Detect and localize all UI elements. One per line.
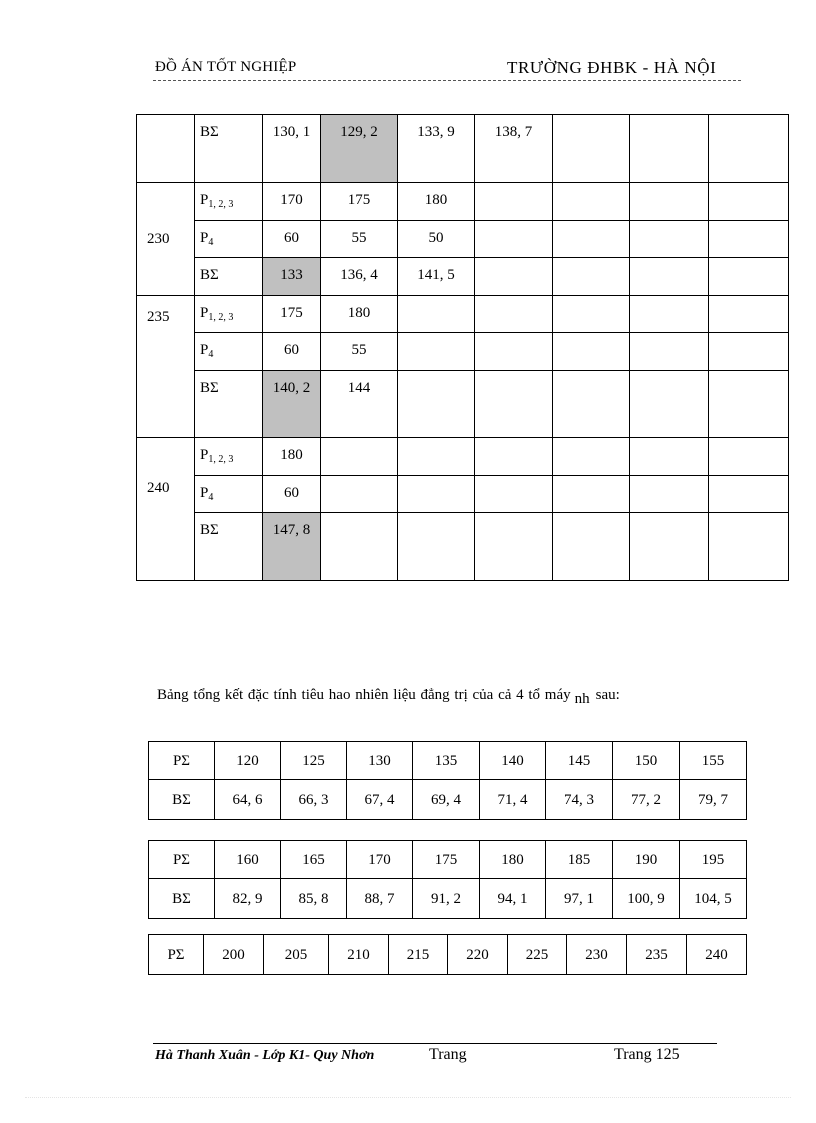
row-label-b-sigma: BΣ: [195, 371, 263, 438]
table-cell: 170: [347, 841, 413, 879]
table-cell: 200: [204, 935, 264, 975]
table-cell: 205: [264, 935, 329, 975]
table-cell: [398, 296, 475, 333]
table-cell: 230: [567, 935, 627, 975]
table-row: [149, 742, 747, 780]
table-cell: [137, 115, 195, 183]
highlighted-cell: 133: [263, 258, 321, 296]
table-cell: 120: [215, 742, 281, 780]
table-cell: 67, 4: [347, 780, 413, 820]
table-cell: [630, 258, 709, 296]
table-cell: [475, 258, 553, 296]
table-cell: [709, 371, 789, 438]
table-cell: 50: [398, 221, 475, 258]
table-cell: 125: [281, 742, 347, 780]
table-cell: [709, 221, 789, 258]
table-row: [149, 780, 747, 820]
table-cell: 97, 1: [546, 879, 613, 919]
table-cell: 60: [263, 221, 321, 258]
table-cell: 170: [263, 183, 321, 221]
highlighted-cell: 129, 2: [321, 115, 398, 183]
table-cell: [398, 513, 475, 581]
row-label-p-sigma: PΣ: [149, 742, 215, 780]
table-cell: 155: [680, 742, 747, 780]
table-cell: [630, 296, 709, 333]
table-cell: [553, 183, 630, 221]
table-cell: 55: [321, 221, 398, 258]
row-label-b-sigma: BΣ: [195, 115, 263, 183]
table-cell: 69, 4: [413, 780, 480, 820]
table-cell: [475, 371, 553, 438]
table-cell: [630, 221, 709, 258]
footer-trang-label: Trang: [429, 1046, 467, 1063]
header-left-title: ĐỒ ÁN TỐT NGHIỆP: [155, 59, 297, 75]
table-cell: [321, 476, 398, 513]
table-cell: 136, 4: [321, 258, 398, 296]
table-cell: 180: [321, 296, 398, 333]
table-cell: 88, 7: [347, 879, 413, 919]
table-cell: 138, 7: [475, 115, 553, 183]
row-label-p123: $P_{1, 2, 3}$: [195, 183, 263, 221]
table-cell: 175: [413, 841, 480, 879]
table-cell: [553, 438, 630, 476]
table-cell: [630, 513, 709, 581]
table-cell: 135: [413, 742, 480, 780]
row-label-p-sigma: PΣ: [149, 841, 215, 879]
summary-table-1: [148, 741, 747, 820]
table-cell: [475, 221, 553, 258]
summary-table-2: [148, 840, 747, 919]
table-cell: [553, 513, 630, 581]
footer-divider: [153, 1043, 717, 1044]
table-row: [137, 476, 789, 513]
table-cell: 55: [321, 333, 398, 371]
table-cell: 190: [613, 841, 680, 879]
row-label-b-sigma: BΣ: [195, 513, 263, 581]
table-cell: [630, 438, 709, 476]
table-cell: [475, 438, 553, 476]
row-label-p123: $P_{1, 2, 3}$: [195, 438, 263, 476]
summary-caption: Bảng tổng kết đặc tính tiêu hao nhiên liệu đẳng trị của cả 4 tổ máy nh sau:: [157, 687, 620, 707]
table-cell: [709, 115, 789, 183]
table-cell: 210: [329, 935, 389, 975]
table-cell: 165: [281, 841, 347, 879]
row-label-p4: $P_4$: [195, 476, 263, 513]
table-cell: [630, 183, 709, 221]
table-row: [137, 296, 789, 333]
table-cell: 240: [687, 935, 747, 975]
group-power-label: 235: [137, 296, 195, 438]
row-label-p4: $P_4$: [195, 333, 263, 371]
header-divider: [153, 80, 741, 81]
group-power-label: 230: [137, 183, 195, 296]
footer-page-number: Trang 125: [614, 1046, 680, 1063]
table-cell: 185: [546, 841, 613, 879]
table-cell: [709, 296, 789, 333]
table-cell: [630, 371, 709, 438]
table-row: [149, 841, 747, 879]
table-cell: 130, 1: [263, 115, 321, 183]
group-power-label: 240: [137, 438, 195, 581]
highlighted-cell: 140, 2: [263, 371, 321, 438]
row-label-b-sigma: BΣ: [149, 780, 215, 820]
row-label-p4: $P_4$: [195, 221, 263, 258]
table-cell: [398, 333, 475, 371]
row-label-b-sigma: BΣ: [195, 258, 263, 296]
table-cell: 130: [347, 742, 413, 780]
table-cell: [630, 476, 709, 513]
table-cell: 74, 3: [546, 780, 613, 820]
table-cell: [553, 221, 630, 258]
row-label-p-sigma: PΣ: [149, 935, 204, 975]
header-right-title: TRƯỜNG ĐHBK - HÀ NỘI: [507, 58, 717, 77]
row-label-p123: $P_{1, 2, 3}$: [195, 296, 263, 333]
table-cell: 180: [398, 183, 475, 221]
table-cell: 140: [480, 742, 546, 780]
table-cell: 175: [321, 183, 398, 221]
table-cell: [709, 333, 789, 371]
table-cell: [553, 258, 630, 296]
table-cell: 85, 8: [281, 879, 347, 919]
table-cell: 220: [448, 935, 508, 975]
table-cell: 66, 3: [281, 780, 347, 820]
table-cell: 94, 1: [480, 879, 546, 919]
footer-author: Hà Thanh Xuân - Lớp K1- Quy Nhơn: [155, 1048, 375, 1063]
table-cell: [709, 258, 789, 296]
table-cell: [553, 371, 630, 438]
table-cell: 235: [627, 935, 687, 975]
table-cell: [709, 476, 789, 513]
table-cell: 215: [389, 935, 448, 975]
table-cell: [553, 476, 630, 513]
table-cell: 60: [263, 333, 321, 371]
table-cell: [321, 513, 398, 581]
table-cell: 71, 4: [480, 780, 546, 820]
table-cell: 150: [613, 742, 680, 780]
table-cell: 180: [263, 438, 321, 476]
table-row: [137, 371, 789, 438]
table-cell: 91, 2: [413, 879, 480, 919]
table-row: [137, 221, 789, 258]
table-cell: [709, 183, 789, 221]
table-cell: [398, 438, 475, 476]
row-label-b-sigma: BΣ: [149, 879, 215, 919]
table-row: [137, 258, 789, 296]
table-cell: 79, 7: [680, 780, 747, 820]
table-row: [137, 183, 789, 221]
table-cell: [630, 333, 709, 371]
page-bottom-border: [25, 1097, 791, 1098]
table-cell: [709, 513, 789, 581]
table-cell: 100, 9: [613, 879, 680, 919]
table-row: [137, 513, 789, 581]
table-cell: 82, 9: [215, 879, 281, 919]
table-cell: [398, 371, 475, 438]
table-cell: [553, 115, 630, 183]
table-cell: [553, 333, 630, 371]
table-cell: 64, 6: [215, 780, 281, 820]
table-cell: 145: [546, 742, 613, 780]
table-cell: [475, 296, 553, 333]
table-cell: 77, 2: [613, 780, 680, 820]
table-cell: [475, 183, 553, 221]
table-cell: [630, 115, 709, 183]
table-cell: 141, 5: [398, 258, 475, 296]
table-cell: 133, 9: [398, 115, 475, 183]
table-cell: 180: [480, 841, 546, 879]
table-cell: 195: [680, 841, 747, 879]
table-cell: 160: [215, 841, 281, 879]
table-cell: 175: [263, 296, 321, 333]
highlighted-cell: 147, 8: [263, 513, 321, 581]
table-cell: [475, 513, 553, 581]
table-row: [137, 115, 789, 183]
table-row: [149, 935, 747, 975]
table-cell: 225: [508, 935, 567, 975]
fuel-consumption-table: [136, 114, 789, 581]
table-row: [137, 438, 789, 476]
table-cell: 144: [321, 371, 398, 438]
table-cell: [709, 438, 789, 476]
table-cell: [398, 476, 475, 513]
table-cell: [553, 296, 630, 333]
table-row: [149, 879, 747, 919]
table-row: [137, 333, 789, 371]
table-cell: [321, 438, 398, 476]
table-cell: 104, 5: [680, 879, 747, 919]
table-cell: [475, 333, 553, 371]
table-cell: [475, 476, 553, 513]
table-cell: 60: [263, 476, 321, 513]
summary-table-3: [148, 934, 747, 975]
